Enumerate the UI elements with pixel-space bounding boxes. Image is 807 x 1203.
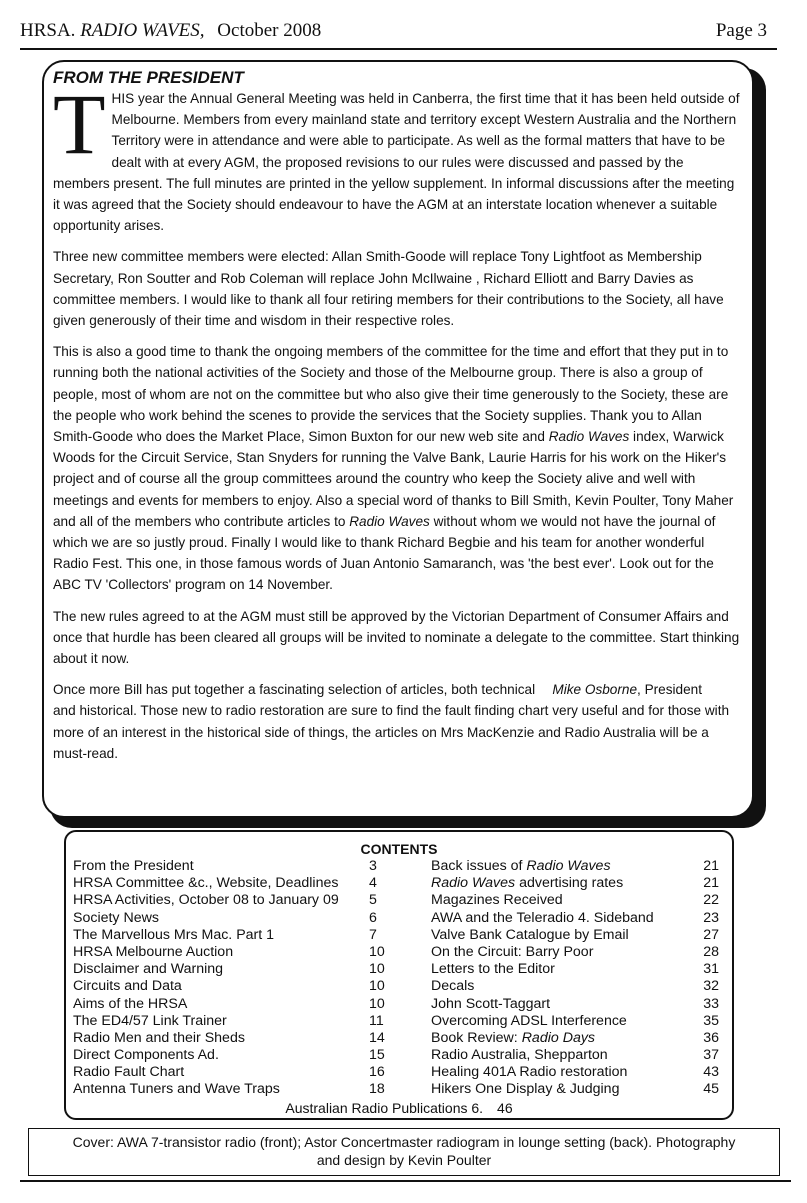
contents-entry-title: Radio Men and their Sheds [73, 1029, 245, 1046]
contents-entry [73, 858, 393, 875]
contents-entry-title: HRSA Committee &c., Website, Deadlines [73, 875, 339, 892]
contents-entry [73, 875, 393, 892]
contents-entry [431, 1047, 731, 1064]
contents-entry-page: 33 [703, 995, 719, 1012]
contents-entry-page: 7 [369, 926, 377, 943]
contents-entry-title: Society News [73, 909, 159, 926]
p3-italic-1: Radio Waves [548, 429, 630, 445]
contents-entry-title-pre: Overcoming ADSL Interference [431, 1012, 627, 1029]
contents-entry-title-ital: Radio Waves [526, 858, 611, 874]
contents-entry [431, 996, 731, 1013]
contents-entry-title: The ED4/57 Link Trainer [73, 1012, 227, 1029]
president-title: FROM THE PRESIDENT [53, 68, 244, 87]
contents-entry [73, 910, 393, 927]
contents-entry-page: 10 [369, 961, 385, 978]
contents-entry-title: The Marvellous Mrs Mac. Part 1 [73, 926, 275, 943]
contents-entry [431, 1081, 731, 1098]
contents-entry [431, 978, 731, 995]
contents-entry-page: 3 [369, 858, 377, 874]
contents-entry-title: Circuits and Data [73, 978, 182, 995]
contents-entry-page: 43 [703, 1064, 719, 1081]
contents-entry [431, 892, 731, 909]
p3-part-a: This is also a good time to thank the ongoing members of the committee for the time and effort that they put in to running both the national activities of the Society and those of the Melbourne group. There is also a group of people, most of whom are not on the committee but who also give their time generously to the Society, these are the people who work behind the scenes to provide the services that the Society supplies. Thank you to Allan Smith-Goode who does the Market Place, Simon Buxton for our new web site and [53, 344, 729, 445]
contents-entry-title-pre: Magazines Received [431, 892, 563, 909]
contents-entry-page: 15 [369, 1047, 385, 1064]
contents-entry [73, 892, 393, 909]
page-header [20, 20, 767, 46]
contents-entry-page: 10 [369, 995, 385, 1012]
contents-entry-title-pre: John Scott-Taggart [431, 995, 551, 1012]
contents-entry-title-post: advertising rates [515, 875, 624, 892]
president-paragraph-5 [53, 679, 740, 764]
contents-last-entry [66, 1100, 732, 1116]
header-issue: October 2008 [217, 20, 322, 41]
contents-entry-page: 31 [703, 961, 719, 978]
signature-name: Mike Osborne [552, 682, 638, 698]
contents-box [64, 830, 734, 1120]
contents-entry [431, 910, 731, 927]
contents-entry-page: 5 [369, 892, 377, 909]
contents-entry-page: 10 [369, 978, 385, 995]
contents-entry-page: 18 [369, 1081, 385, 1098]
contents-entry-page: 6 [369, 909, 377, 926]
contents-entry-page: 4 [369, 875, 377, 892]
contents-entry [73, 1047, 393, 1064]
header-title [20, 20, 321, 42]
header-org: HRSA. [20, 20, 76, 41]
contents-entry-page: 11 [369, 1012, 384, 1029]
header-rule [20, 48, 777, 50]
contents-entry-title-pre: Hikers One Display & Judging [431, 1081, 620, 1098]
contents-entry [431, 858, 731, 875]
contents-entry-title: Radio Fault Chart [73, 1064, 185, 1081]
contents-entry-page: 46 [497, 1100, 513, 1116]
footer-rule [20, 1180, 791, 1182]
cover-caption-box [28, 1128, 780, 1176]
contents-entry-title-ital: Radio Days [521, 1029, 596, 1046]
p3-italic-2: Radio Waves [349, 513, 430, 529]
paragraph-1-text: HIS year the Annual General Meeting was held in Canberra, the first time that it has been held outside of Melbourne. Members from every mainland state and territory except Western Australia and the Northern Territory were in attendance and were able to participate. As well as the formal matters that have to be dealt with at every AGM, the proposed revisions to our rules were discussed and passed by the members present. The full minutes are printed in the yellow supplement. In informal discussions after the meeting it was agreed that the Society should endeavour to have the AGM at an interstate location whenever a suitable opportunity arises. [53, 91, 740, 234]
contents-entry-title: HRSA Melbourne Auction [73, 943, 234, 960]
drop-cap: T [53, 76, 106, 172]
contents-entry-title-pre: Book Review: [431, 1029, 522, 1046]
contents-entry-title-pre: Valve Bank Catalogue by Email [431, 926, 629, 943]
president-box [42, 60, 754, 818]
contents-entry-title-pre: AWA and the Teleradio 4. Sideband [431, 909, 654, 926]
contents-entry-title-pre: Back issues of [431, 858, 527, 874]
contents-entry-page: 28 [703, 943, 719, 960]
contents-entry [73, 996, 393, 1013]
contents-entry-title-pre: On the Circuit: Barry Poor [431, 943, 594, 960]
contents-entry [73, 1030, 393, 1047]
contents-entry [431, 927, 731, 944]
contents-entry-page: 23 [703, 909, 719, 926]
contents-entry-page: 27 [703, 926, 719, 943]
contents-entry [73, 961, 393, 978]
contents-entry [73, 978, 393, 995]
contents-entry [431, 1064, 731, 1081]
contents-left-column [73, 858, 393, 1099]
contents-entry-title: HRSA Activities, October 08 to January 09 [73, 892, 339, 909]
contents-entry-page: 32 [703, 978, 719, 995]
contents-entry [431, 944, 731, 961]
contents-entry-title: Direct Components Ad. [73, 1047, 219, 1064]
cover-caption-line-1: Cover: AWA 7-transistor radio (front); Astor Concertmaster radiogram in lounge setting (back). Photography [72, 1134, 736, 1150]
header-page-number: Page 3 [715, 20, 767, 41]
contents-entry-title: From the President [73, 858, 194, 874]
contents-title: CONTENTS [360, 841, 438, 857]
contents-entry-title-pre: Letters to the Editor [431, 961, 555, 978]
contents-entry-page: 10 [369, 943, 385, 960]
contents-entry [73, 1013, 393, 1030]
contents-entry-title: Aims of the HRSA [73, 995, 188, 1012]
contents-entry-page: 45 [703, 1081, 719, 1098]
contents-entry-page: 16 [369, 1064, 385, 1081]
contents-entry-title-pre: Decals [431, 978, 475, 995]
contents-entry-page: 36 [703, 1029, 719, 1046]
contents-entry [73, 927, 393, 944]
contents-entry-title: Disclaimer and Warning [73, 961, 224, 978]
president-content [53, 68, 740, 774]
contents-entry-page: 21 [703, 875, 719, 892]
p3-part-b: index, Warwick Woods for the Circuit Service, Stan Snyders for running the Valve Bank, Laurie Harris for his work on the Hiker's project and of course all the group committees around the country who keep the Society alive and well with meetings and events for members to enjoy. Also a special word of thanks to Bill Smith, Kevin Poulter, Tony Maher and all of the members who contribute articles to [53, 429, 734, 529]
president-paragraph-2: Three new committee members were elected: Allan Smith-Goode will replace Tony Lightfoot as Membership Secretary, Ron Soutter and Rob Coleman will replace John McIlwaine , Richard Elliott and Barry Davies as committee members. I would like to thank all four retiring members for their contributions to the Society, all have given generously of their time and wisdom in their respective roles. [53, 249, 724, 329]
contents-entry [73, 944, 393, 961]
contents-entry [431, 875, 731, 892]
president-paragraph-3 [53, 341, 740, 595]
contents-right-column [431, 858, 731, 1099]
contents-entry [431, 1013, 731, 1030]
contents-entry [431, 961, 731, 978]
contents-entry-page: 35 [703, 1012, 719, 1029]
contents-entry-page: 14 [369, 1029, 385, 1046]
contents-entry-title: Antenna Tuners and Wave Traps [73, 1081, 280, 1098]
contents-entry [73, 1081, 393, 1098]
cover-caption-line-2: and design by Kevin Poulter [316, 1152, 492, 1168]
signature-role: , President [637, 682, 702, 698]
contents-entry-title-ital: Radio Waves [431, 875, 516, 892]
p3-part-c: without whom we would not have the journal of which we are so justly proud. Finally I would like to thank Richard Begbie and his team for another wonderful Radio Fest. This one, in those famous words of Juan Antonio Samaranch, was 'the best ever'. Look out for the ABC TV 'Collectors' program on 14 November. [53, 513, 716, 593]
contents-entry [431, 1030, 731, 1047]
paragraph-5-text: Once more Bill has put together a fascinating selection of articles, both technical and historical. Those new to radio restoration are sure to find the fault finding chart very useful and for those with more of an interest in the historical side of things, the articles on Mrs MacKenzie and Radio Australia will be a must-read. [53, 682, 730, 761]
contents-entry-title-pre: Radio Australia, Shepparton [431, 1047, 608, 1064]
contents-entry-page: 37 [703, 1047, 719, 1064]
president-paragraph-4: The new rules agreed to at the AGM must still be approved by the Victorian Department of Consumer Affairs and once that hurdle has been cleared all groups will be invited to nominate a delegate to the committee. Start thinking about it now. [53, 608, 740, 667]
signature [552, 679, 702, 700]
contents-entry-page: 21 [703, 858, 719, 874]
header-publication: RADIO WAVES, [80, 20, 205, 41]
contents-entry [73, 1064, 393, 1081]
contents-entry-title: Australian Radio Publications 6. [285, 1100, 484, 1116]
contents-entry-title-pre: Healing 401A Radio restoration [431, 1064, 628, 1081]
contents-entry-page: 22 [703, 892, 719, 909]
